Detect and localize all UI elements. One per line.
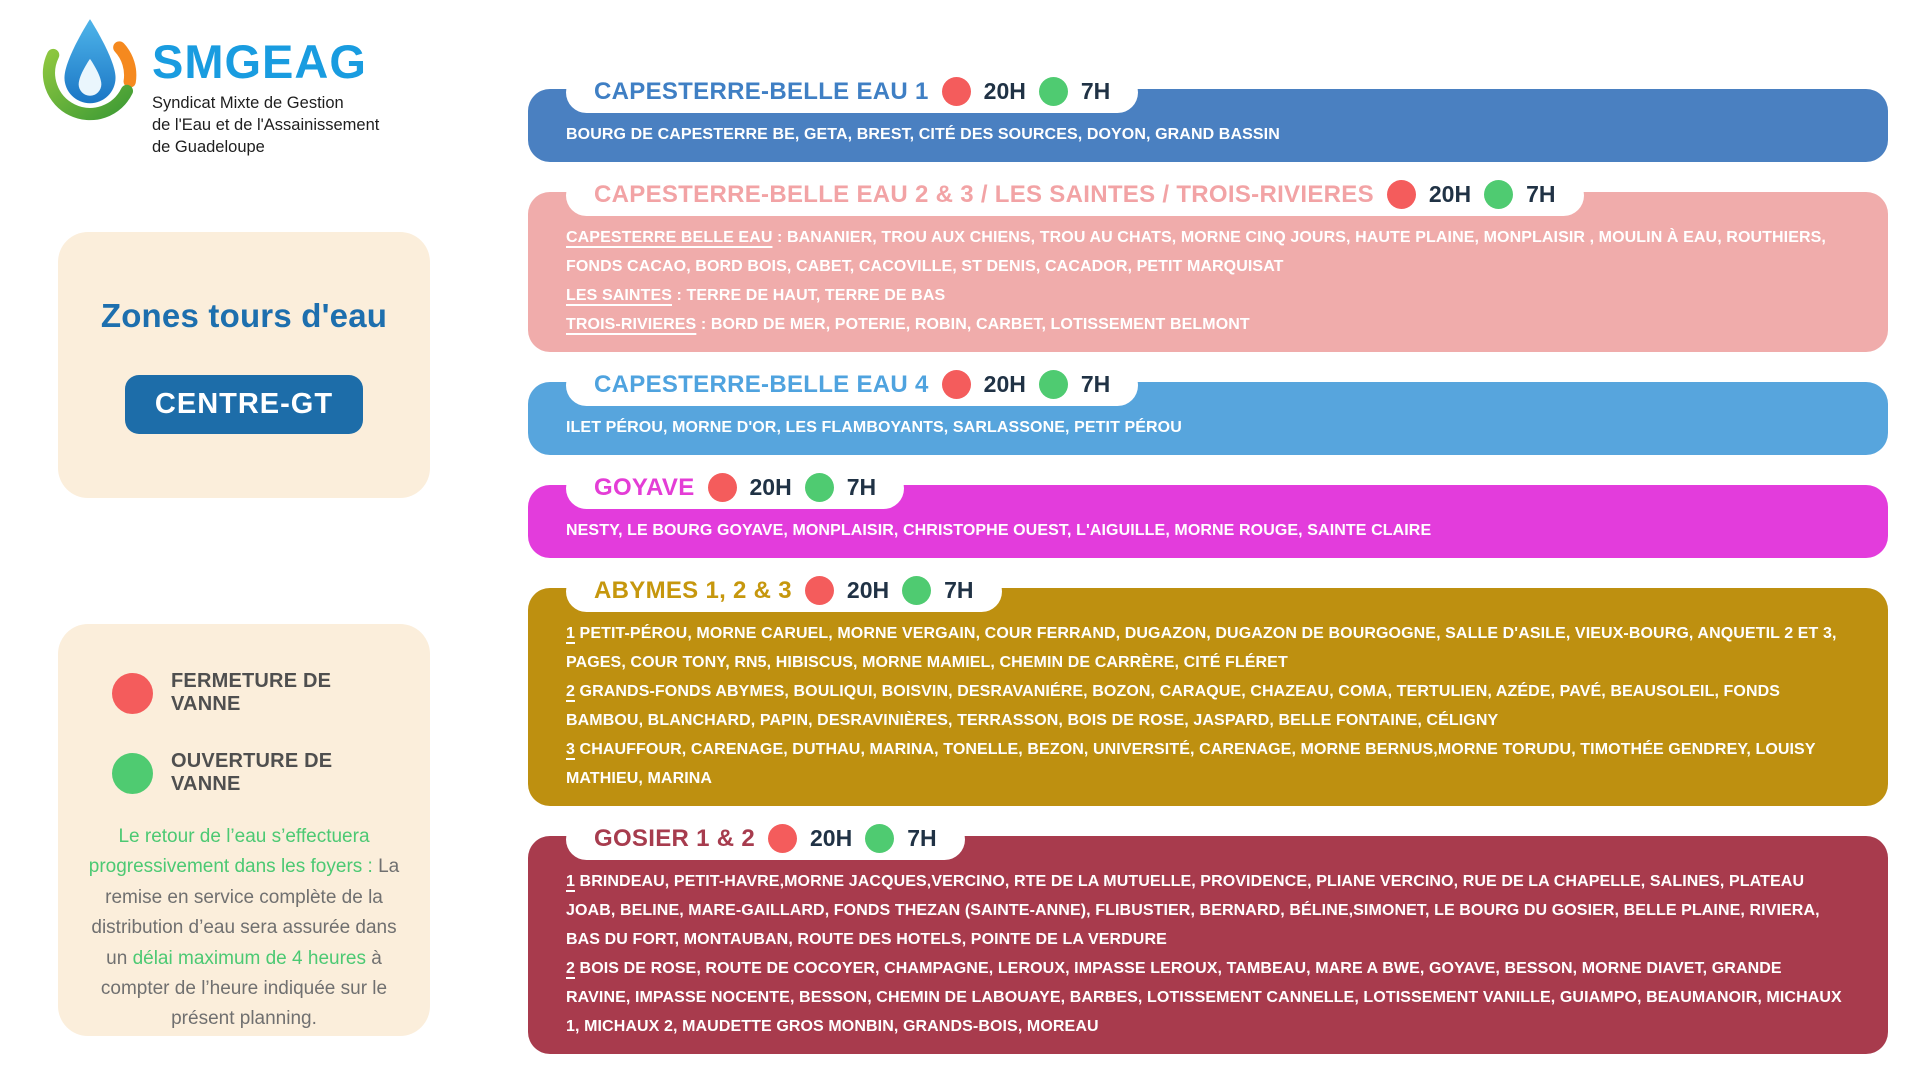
valve-close-dot-icon	[708, 473, 737, 502]
valve-close-dot-icon	[942, 77, 971, 106]
note-green-2: délai maximum de 4 heures	[132, 947, 366, 969]
logo-subtitle-line: Syndicat Mixte de Gestion	[152, 94, 344, 112]
valve-open-dot-icon	[805, 473, 834, 502]
logo-subtitle-line: de Guadeloupe	[152, 137, 265, 156]
zone-capesterre-belle-eau-4	[528, 365, 1888, 455]
valve-open-dot-icon	[112, 753, 153, 794]
close-time: 20H	[809, 825, 853, 851]
zone-line: CAPESTERRE BELLE EAU : BANANIER, TROU AUX CHIENS, TROU AU CHATS, MORNE CINQ JOURS, HAUTE PLAINE, MONPLAISIR , MOULIN À EAU, ROUTHIERS, FONDS CACAO, BORD BOIS, CABET, CACOVILLE, ST DENIS, CACADOR, PETIT MARQUISAT	[566, 229, 1826, 275]
legend	[82, 670, 406, 796]
open-time: 7H	[1080, 78, 1111, 104]
valve-close-dot-icon	[805, 576, 834, 605]
open-time: 7H	[907, 825, 937, 851]
legend-panel	[58, 624, 430, 1036]
zone-title: ABYMES 1, 2 & 3	[594, 576, 792, 604]
note-gray-1: La remise en service complète de la distribution d’eau sera assurée dans un	[91, 856, 400, 969]
note-green-1: Le retour de l’eau s’effectuera progressivement dans les foyers :	[88, 826, 373, 878]
zone-tab	[566, 175, 1584, 216]
zone-line-underlined-prefix: LES SAINTES	[566, 287, 673, 304]
zone-line: ILET PÉROU, MORNE D'OR, LES FLAMBOYANTS, SARLASSONE, PETIT PÉROU	[566, 419, 1182, 436]
open-time: 7H	[1080, 371, 1111, 397]
zone-line-underlined-prefix: 1	[566, 873, 575, 890]
zone-line-underlined-prefix: CAPESTERRE BELLE EAU	[566, 229, 773, 246]
close-time: 20H	[749, 474, 792, 500]
zone-band	[528, 588, 1888, 806]
valve-close-dot-icon	[1387, 180, 1416, 209]
legend-label: FERMETURE DE VANNE	[171, 670, 332, 715]
zone-line-underlined-prefix: TROIS-RIVIERES	[566, 316, 697, 333]
valve-open-dot-icon	[865, 824, 894, 853]
close-time: 20H	[1428, 181, 1472, 207]
close-time: 20H	[983, 371, 1026, 397]
zones-list	[528, 72, 1888, 1067]
zone-line: 1 BRINDEAU, PETIT-HAVRE,MORNE JACQUES,VERCINO, RTE DE LA MUTUELLE, PROVIDENCE, PLIANE VERCINO, RUE DE LA CHAPELLE, SALINES, PLATEAU JOAB, BELINE, MARE-GAILLARD, FONDS THEZAN (SAINTE-ANNE), FLIBUSTIER, BERNARD, BÉLINE,SIMONET, LE BOURG DU GOSIER, BELLE PLAINE, RIVIERA, BAS DU FORT, MONTAUBAN, ROUTE DES HOTELS, POINTE DE LA VERDURE	[566, 873, 1820, 948]
zone-title: CAPESTERRE-BELLE EAU 2 & 3 / LES SAINTES / TROIS-RIVIERES	[594, 180, 1374, 208]
zone-line: 1 PETIT-PÉROU, MORNE CARUEL, MORNE VERGAIN, COUR FERRAND, DUGAZON, DUGAZON DE BOURGOGNE, SALLE D'ASILE, VIEUX-BOURG, ANQUETIL 2 ET 3, PAGES, COUR TONY, RN5, HIBISCUS, MORNE MAMIEL, CHEMIN DE CARRÈRE, CITÉ FLÉRET	[566, 625, 1837, 671]
close-time: 20H	[846, 577, 890, 603]
valve-open-dot-icon	[1039, 370, 1068, 399]
zone-gosier-1-2	[528, 819, 1888, 1054]
zone-title: CAPESTERRE-BELLE EAU 1	[594, 77, 929, 105]
region-button[interactable]: CENTRE-GT	[125, 375, 363, 434]
zone-line: 2 BOIS DE ROSE, ROUTE DE COCOYER, CHAMPAGNE, LEROUX, IMPASSE LEROUX, TAMBEAU, MARE A BWE, GOYAVE, BESSON, MORNE DIAVET, GRANDE RAVINE, IMPASSE NOCENTE, BESSON, CHEMIN DE LABOUAYE, BARBES, LOTISSEMENT CANNELLE, LOTISSEMENT VANILLE, GUIAMPO, BEAUMANOIR, MICHAUX 1, MICHAUX 2, MAUDETTE GROS MONBIN, GRANDS-BOIS, MOREAU	[566, 960, 1842, 1035]
open-time: 7H	[944, 577, 974, 603]
zones-title-panel	[58, 232, 430, 498]
zone-capesterre-belle-eau-2-3-les-saintes-trois-rivieres	[528, 175, 1888, 352]
legend-row	[112, 670, 406, 716]
zone-capesterre-belle-eau-1	[528, 72, 1888, 162]
valve-close-dot-icon	[768, 824, 797, 853]
zone-tab	[566, 819, 965, 860]
zone-tab	[566, 365, 1138, 406]
legend-label: OUVERTURE DE VANNE	[171, 750, 333, 795]
open-time: 7H	[1526, 181, 1556, 207]
zone-line: NESTY, LE BOURG GOYAVE, MONPLAISIR, CHRISTOPHE OUEST, L'AIGUILLE, MORNE ROUGE, SAINTE CLAIRE	[566, 522, 1432, 539]
logo	[38, 14, 379, 158]
zone-title: GOYAVE	[594, 473, 695, 501]
note-gray-2: à compter de l’heure indiquée sur le présent planning.	[100, 947, 388, 1030]
zone-line: BOURG DE CAPESTERRE BE, GETA, BREST, CITÉ DES SOURCES, DOYON, GRAND BASSIN	[566, 126, 1280, 143]
zone-band	[528, 192, 1888, 352]
zone-line: 3 CHAUFFOUR, CARENAGE, DUTHAU, MARINA, TONELLE, BEZON, UNIVERSITÉ, CARENAGE, MORNE BERNUS,MORNE TORUDU, TIMOTHÉE GENDREY, LOUISY MATHIEU, MARINA	[566, 741, 1816, 787]
valve-open-dot-icon	[1039, 77, 1068, 106]
logo-subtitle-line: de l'Eau et de l'Assainissement	[152, 115, 380, 134]
zone-line-underlined-prefix: 3	[566, 741, 575, 758]
open-time: 7H	[846, 474, 877, 500]
page-title: Zones tours d'eau	[100, 296, 388, 334]
note-text	[84, 822, 404, 1035]
zone-line-underlined-prefix: 2	[566, 960, 575, 977]
zone-tab	[566, 468, 904, 509]
valve-close-dot-icon	[942, 370, 971, 399]
zone-abymes-1-2-3	[528, 571, 1888, 806]
zone-title: GOSIER 1 & 2	[594, 824, 755, 852]
zone-tab	[566, 72, 1138, 113]
zone-title: CAPESTERRE-BELLE EAU 4	[594, 370, 929, 398]
valve-open-dot-icon	[1484, 180, 1513, 209]
close-time: 20H	[983, 78, 1026, 104]
zone-line: 2 GRANDS-FONDS ABYMES, BOULIQUI, BOISVIN, DESRAVANIÉRE, BOZON, CARAQUE, CHAZEAU, COMA, TERTULIEN, AZÉDE, PAVÉ, BEAUSOLEIL, FONDS BAMBOU, BLANCHARD, PAPIN, DESRAVINIÈRES, TERRASSON, BOIS DE ROSE, JASPARD, BELLE FONTAINE, CÉLIGNY	[566, 683, 1781, 729]
zone-line-underlined-prefix: 1	[566, 625, 575, 642]
logo-subtitle	[152, 93, 379, 158]
zone-tab	[566, 571, 1002, 612]
brand-name: SMGEAG	[152, 35, 367, 88]
smgeag-water-drop-icon	[38, 14, 142, 132]
zone-band	[528, 836, 1888, 1054]
logo-text	[152, 14, 379, 158]
valve-open-dot-icon	[902, 576, 931, 605]
zone-goyave	[528, 468, 1888, 558]
legend-row	[112, 750, 406, 796]
zone-line: LES SAINTES : TERRE DE HAUT, TERRE DE BAS	[566, 287, 946, 304]
valve-close-dot-icon	[112, 673, 153, 714]
zone-line-underlined-prefix: 2	[566, 683, 575, 700]
zone-line: TROIS-RIVIERES : BORD DE MER, POTERIE, ROBIN, CARBET, LOTISSEMENT BELMONT	[566, 316, 1250, 333]
